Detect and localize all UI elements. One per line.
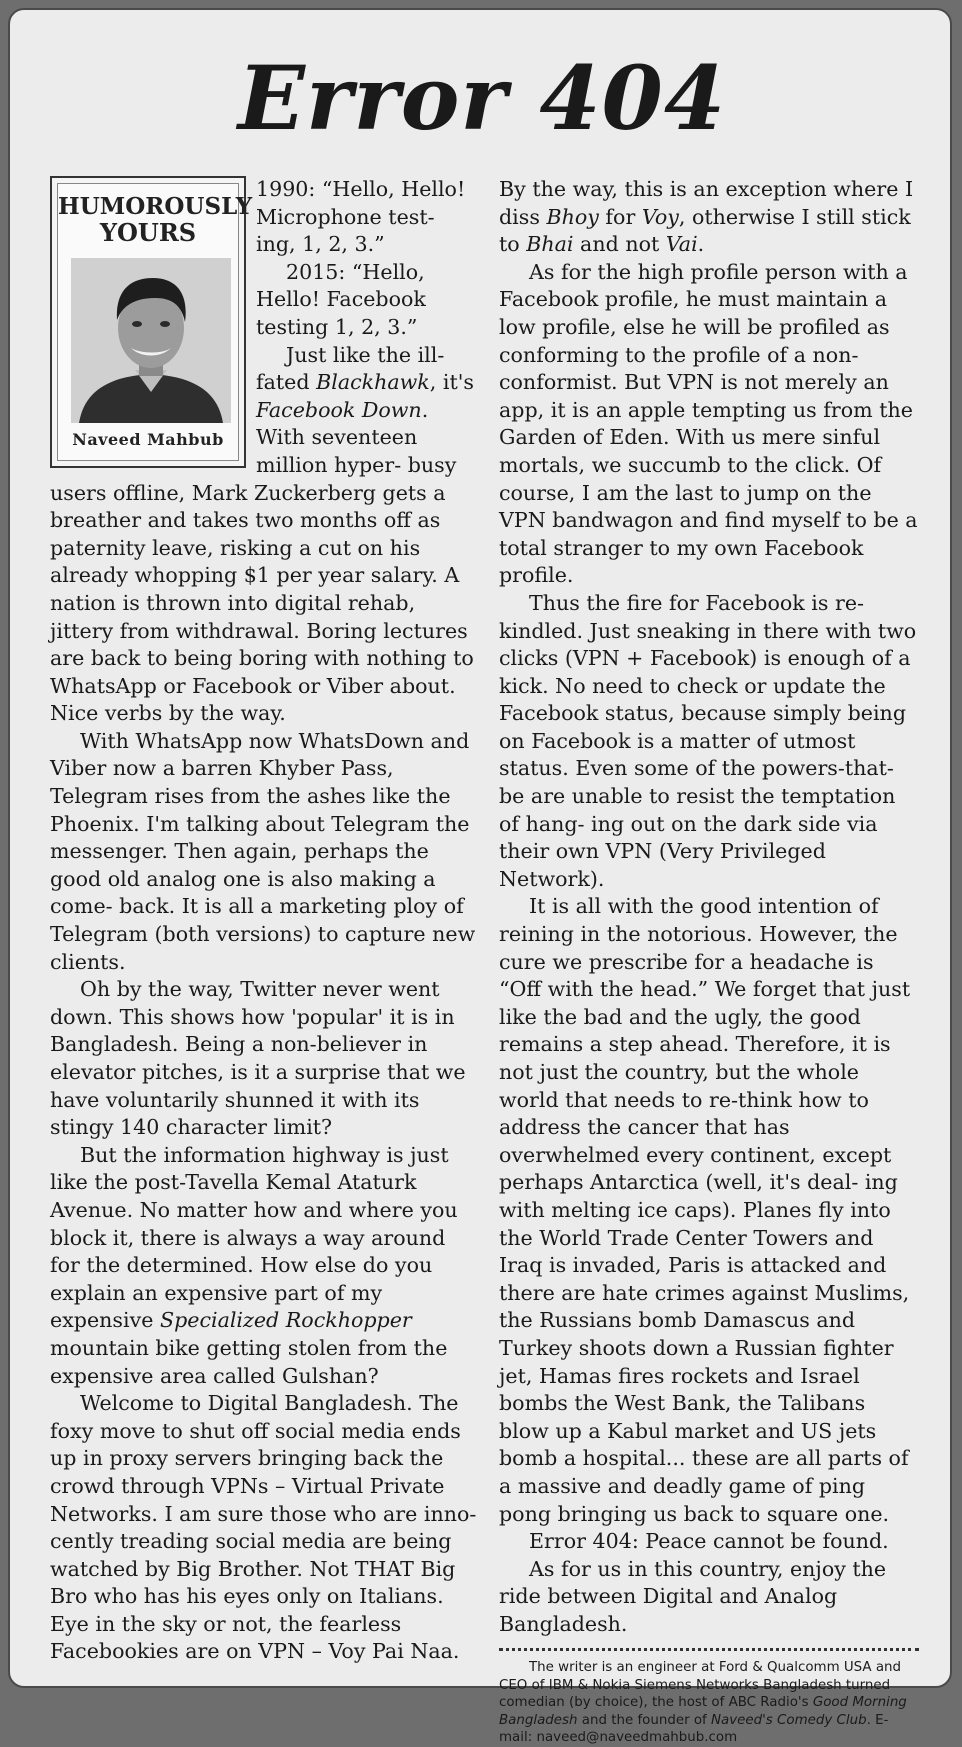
paragraph: As for the high profile person with a Facebook profile, he must maintain a low profile, else he will be profiled as conforming to the profile of a non- conformist. But VPN is not merely an app, it is an apple tempting us from the Garden of Eden. With us mere sinful mortals, we succumb to the click. Of course, I am the last to jump on the VPN bandwagon and find myself to be a total stranger to my own Facebook profile. [499,259,918,588]
badge-author-name: Naveed Mahbub [72,430,224,449]
paragraph: Oh by the way, Twitter never went down. This shows how 'popular' it is in Bangladesh. Being a non-believer in elevator pitches, is it a surprise that we have voluntarily shunned it with its stingy 140 character limit? [50,977,466,1140]
column-right [499,176,919,1747]
badge-title-line1: HUMOROUSLY [58,193,253,220]
article-page [8,8,952,1746]
paragraph: 2015: “Hello, Hello! Facebook testing 1, 2, 3.” [256,259,426,339]
author-bio: The writer is an engineer at Ford & Qualcomm USA and CEO of IBM & Nokia Siemens Networks Bangladesh turned comedian (by choice), the host of ABC Radio's Good Morning Bangladesh and the founder of Naveed's Comedy Club. E-mail: naveed@naveedmahbub.com [499,1660,907,1746]
paragraph: But the information highway is just like the post-Tavella Kemal Ataturk Avenue. No matter how and where you block it, there is always a way around for the determined. How else do you explain an expensive part of my expensive Specialized Rockhopper mountain bike getting stolen from the expensive area called Gulshan? [50,1142,458,1388]
paragraph: 1990: “Hello, Hello! Microphone test- ing, 1, 2, 3.” [256,177,466,257]
article-title: Error 404 [237,46,727,150]
paragraph: Thus the fire for Facebook is re- kindled. Just sneaking in there with two clicks (VPN + Facebook) is enough of a kick. No need to check or update the Facebook status, because simply being on Facebook is a matter of utmost status. Even some of the powers-that-be are unable to resist the temptation of hang- ing out on the dark side via their own VPN (Very Privileged Network). [499,590,917,891]
paragraph: As for us in this country, enjoy the ride between Digital and Analog Bangladesh. [499,1556,887,1636]
column-badge [50,176,253,468]
dotted-divider [499,1648,919,1651]
paragraph: Welcome to Digital Bangladesh. The foxy move to shut off social media ends up in proxy servers bringing back the crowd through VPNs – Virtual Private Networks. I am sure those who are inno- cently treading social media are being watched by Big Brother. Not THAT Big Bro who has his eyes only on Italians. Eye in the sky or not, the fearless Facebookies are on VPN – Voy Pai Naa. [50,1391,477,1664]
paragraph: Just like the ill- fated Blackhawk, it's Facebook Down. With seventeen million hyper- busy users offline, Mark Zuckerberg gets a breather and takes two months off as paternity leave, risking a cut on his already whopping $1 per year salary. A nation is thrown into digital rehab, jittery from withdrawal. Boring lectures are back to being boring with nothing to WhatsApp or Facebook or Viber about. Nice verbs by the way. [50,342,474,726]
author-photo [71,258,231,423]
paragraph: Error 404: Peace cannot be found. [529,1529,889,1554]
column-left [50,176,480,1666]
author-portrait-icon [71,258,231,423]
paragraph: It is all with the good intention of reining in the notorious. However, the cure we prescribe for a headache is “Off with the head.” We forget that just like the bad and the ugly, the good remains a step ahead. Therefore, it is not just the country, but the whole world that needs to re-think how to address the cancer that has overwhelmed every continent, except perhaps Antarctica (well, it's deal- ing with melting ice caps). Planes fly into the World Trade Center Towers and Iraq is invaded, Paris is attacked and there are hate crimes against Muslims, the Russians bomb Damascus and Turkey shoots down a Russian fighter jet, Hamas fires rockets and Israel bombs the West Bank, the Talibans blow up a Kabul market and US jets bomb a hospital... these are all parts of a massive and deadly game of ping pong bringing us back to square one. [499,894,911,1526]
paragraph: By the way, this is an exception where I diss Bhoy for Voy, otherwise I still stick to Bhai and not Vai. [499,177,914,257]
paragraph: With WhatsApp now WhatsDown and Viber now a barren Khyber Pass, Telegram rises from the ashes like the Phoenix. I'm talking about Telegram the messenger. Then again, perhaps the good old analog one is also making a come- back. It is all a marketing ploy of Telegram (both versions) to capture new clients. [50,728,476,974]
badge-title [58,193,253,247]
badge-title-line2: YOURS [99,218,197,247]
